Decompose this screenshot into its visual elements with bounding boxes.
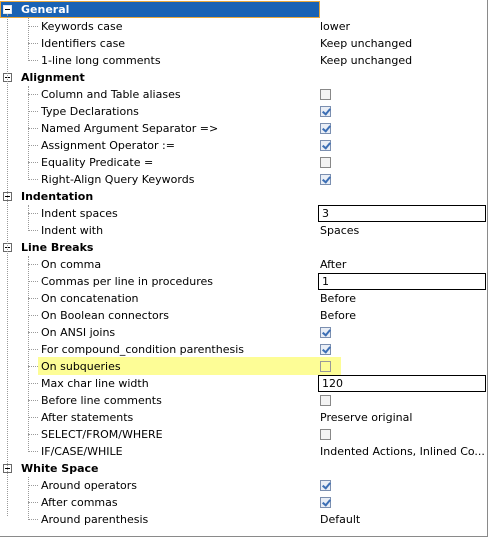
property-label: Assignment Operator := bbox=[41, 139, 175, 152]
group-row-white-space[interactable] bbox=[0, 460, 487, 477]
group-row-general[interactable] bbox=[0, 1, 487, 18]
group-title: White Space bbox=[21, 462, 99, 475]
property-value[interactable]: Default bbox=[320, 513, 361, 526]
tree-connector bbox=[28, 162, 38, 163]
tree-connector bbox=[28, 315, 38, 316]
property-input[interactable] bbox=[318, 273, 486, 290]
property-label: Column and Table aliases bbox=[41, 88, 181, 101]
property-label: After commas bbox=[41, 496, 118, 509]
tree-guide bbox=[28, 256, 29, 452]
property-row-on-concatenation[interactable] bbox=[0, 290, 487, 307]
property-value[interactable]: After bbox=[320, 258, 347, 271]
property-checkbox[interactable] bbox=[320, 174, 331, 185]
property-input-value: 1 bbox=[322, 275, 329, 288]
root-guide bbox=[7, 14, 8, 516]
property-checkbox[interactable] bbox=[320, 106, 331, 117]
group-title: Indentation bbox=[21, 190, 94, 203]
property-label: Keywords case bbox=[41, 20, 123, 33]
group-title: General bbox=[21, 3, 70, 16]
property-label: After statements bbox=[41, 411, 134, 424]
group-title: Line Breaks bbox=[21, 241, 94, 254]
tree-connector bbox=[28, 43, 38, 44]
property-checkbox[interactable] bbox=[320, 140, 331, 151]
property-label: Around operators bbox=[41, 479, 137, 492]
property-label: IF/CASE/WHILE bbox=[41, 445, 123, 458]
property-row-max-char-line-width[interactable] bbox=[0, 375, 487, 392]
property-row-named-argument-separator[interactable] bbox=[0, 120, 487, 137]
property-row-indent-with[interactable] bbox=[0, 222, 487, 239]
property-input[interactable] bbox=[318, 375, 486, 392]
tree-connector bbox=[28, 94, 38, 95]
property-row-on-ansi-joins[interactable] bbox=[0, 324, 487, 341]
property-label: On concatenation bbox=[41, 292, 139, 305]
property-label: For compound_condition parenthesis bbox=[41, 343, 244, 356]
tree-connector bbox=[28, 349, 38, 350]
property-checkbox[interactable] bbox=[320, 429, 331, 440]
property-row-right-align-query-keywords[interactable] bbox=[0, 171, 487, 188]
property-label: On Boolean connectors bbox=[41, 309, 169, 322]
property-value[interactable]: Keep unchanged bbox=[320, 54, 413, 67]
property-label: Commas per line in procedures bbox=[41, 275, 213, 288]
group-row-alignment[interactable] bbox=[0, 69, 487, 86]
tree-connector bbox=[28, 519, 38, 520]
tree-connector bbox=[28, 298, 38, 299]
tree-connector bbox=[28, 60, 38, 61]
property-row-on-subqueries[interactable] bbox=[0, 358, 487, 375]
property-value[interactable]: Before bbox=[320, 292, 356, 305]
property-input-value: 3 bbox=[322, 207, 329, 220]
property-value[interactable]: lower bbox=[320, 20, 351, 33]
collapse-icon[interactable] bbox=[3, 5, 12, 14]
group-row-indentation[interactable] bbox=[0, 188, 487, 205]
property-label: Equality Predicate = bbox=[41, 156, 154, 169]
property-value[interactable]: Indented Actions, Inlined Co... bbox=[320, 445, 485, 458]
property-label: 1-line long comments bbox=[41, 54, 161, 67]
tree-guide bbox=[28, 86, 29, 180]
property-row-equality-predicate[interactable] bbox=[0, 154, 487, 171]
tree-connector bbox=[28, 485, 38, 486]
property-input-value: 120 bbox=[322, 377, 343, 390]
tree-connector bbox=[28, 366, 38, 367]
property-checkbox[interactable] bbox=[320, 480, 331, 491]
property-checkbox[interactable] bbox=[320, 497, 331, 508]
property-label: Right-Align Query Keywords bbox=[41, 173, 195, 186]
tree-connector bbox=[28, 145, 38, 146]
property-label: Named Argument Separator => bbox=[41, 122, 219, 135]
tree-connector bbox=[28, 383, 38, 384]
property-checkbox[interactable] bbox=[320, 361, 331, 372]
tree-connector bbox=[28, 434, 38, 435]
property-row-on-comma[interactable] bbox=[0, 256, 487, 273]
property-row-keywords-case[interactable] bbox=[0, 18, 487, 35]
property-label: Around parenthesis bbox=[41, 513, 149, 526]
tree-connector bbox=[28, 417, 38, 418]
tree-connector bbox=[28, 230, 38, 231]
property-label: Indent spaces bbox=[41, 207, 118, 220]
property-row-if-case-while[interactable] bbox=[0, 443, 487, 460]
property-checkbox[interactable] bbox=[320, 123, 331, 134]
property-label: Type Declarations bbox=[41, 105, 139, 118]
property-label: SELECT/FROM/WHERE bbox=[41, 428, 163, 441]
group-row-line-breaks[interactable] bbox=[0, 239, 487, 256]
property-row-1-line-long-comments[interactable] bbox=[0, 52, 487, 69]
tree-connector bbox=[28, 281, 38, 282]
property-label: Max char line width bbox=[41, 377, 149, 390]
tree-connector bbox=[28, 128, 38, 129]
property-row-around-operators[interactable] bbox=[0, 477, 487, 494]
property-value[interactable]: Spaces bbox=[320, 224, 360, 237]
property-row-commas-per-line-in-procedures[interactable] bbox=[0, 273, 487, 290]
tree-guide bbox=[28, 477, 29, 520]
property-row-after-statements[interactable] bbox=[0, 409, 487, 426]
property-label: Identifiers case bbox=[41, 37, 126, 50]
property-checkbox[interactable] bbox=[320, 395, 331, 406]
property-row-assignment-operator[interactable] bbox=[0, 137, 487, 154]
property-row-select-from-where[interactable] bbox=[0, 426, 487, 443]
property-label: Before line comments bbox=[41, 394, 162, 407]
property-row-for-compound-condition-parenthesis[interactable] bbox=[0, 341, 487, 358]
property-row-around-parenthesis[interactable] bbox=[0, 511, 487, 528]
property-row-after-commas[interactable] bbox=[0, 494, 487, 511]
property-input[interactable] bbox=[318, 205, 486, 222]
property-value[interactable]: Keep unchanged bbox=[320, 37, 413, 50]
property-label: Indent with bbox=[41, 224, 104, 237]
tree-connector bbox=[28, 111, 38, 112]
tree-connector bbox=[28, 400, 38, 401]
property-row-indent-spaces[interactable] bbox=[0, 205, 487, 222]
tree-guide bbox=[28, 18, 29, 61]
tree-connector bbox=[28, 502, 38, 503]
property-row-column-and-table-aliases[interactable] bbox=[0, 86, 487, 103]
property-label: On subqueries bbox=[41, 360, 121, 373]
property-row-identifiers-case[interactable] bbox=[0, 35, 487, 52]
property-row-before-line-comments[interactable] bbox=[0, 392, 487, 409]
tree-guide bbox=[28, 205, 29, 231]
property-checkbox[interactable] bbox=[320, 89, 331, 100]
property-checkbox[interactable] bbox=[320, 344, 331, 355]
tree-connector bbox=[28, 26, 38, 27]
tree-connector bbox=[28, 213, 38, 214]
group-title: Alignment bbox=[21, 71, 85, 84]
tree-connector bbox=[28, 451, 38, 452]
property-row-on-boolean-connectors[interactable] bbox=[0, 307, 487, 324]
tree-connector bbox=[28, 332, 38, 333]
property-checkbox[interactable] bbox=[320, 157, 331, 168]
property-label: On comma bbox=[41, 258, 102, 271]
property-value[interactable]: Preserve original bbox=[320, 411, 413, 424]
property-value[interactable]: Before bbox=[320, 309, 356, 322]
property-row-type-declarations[interactable] bbox=[0, 103, 487, 120]
property-label: On ANSI joins bbox=[41, 326, 116, 339]
tree-connector bbox=[28, 179, 38, 180]
tree-connector bbox=[28, 264, 38, 265]
property-checkbox[interactable] bbox=[320, 327, 331, 338]
